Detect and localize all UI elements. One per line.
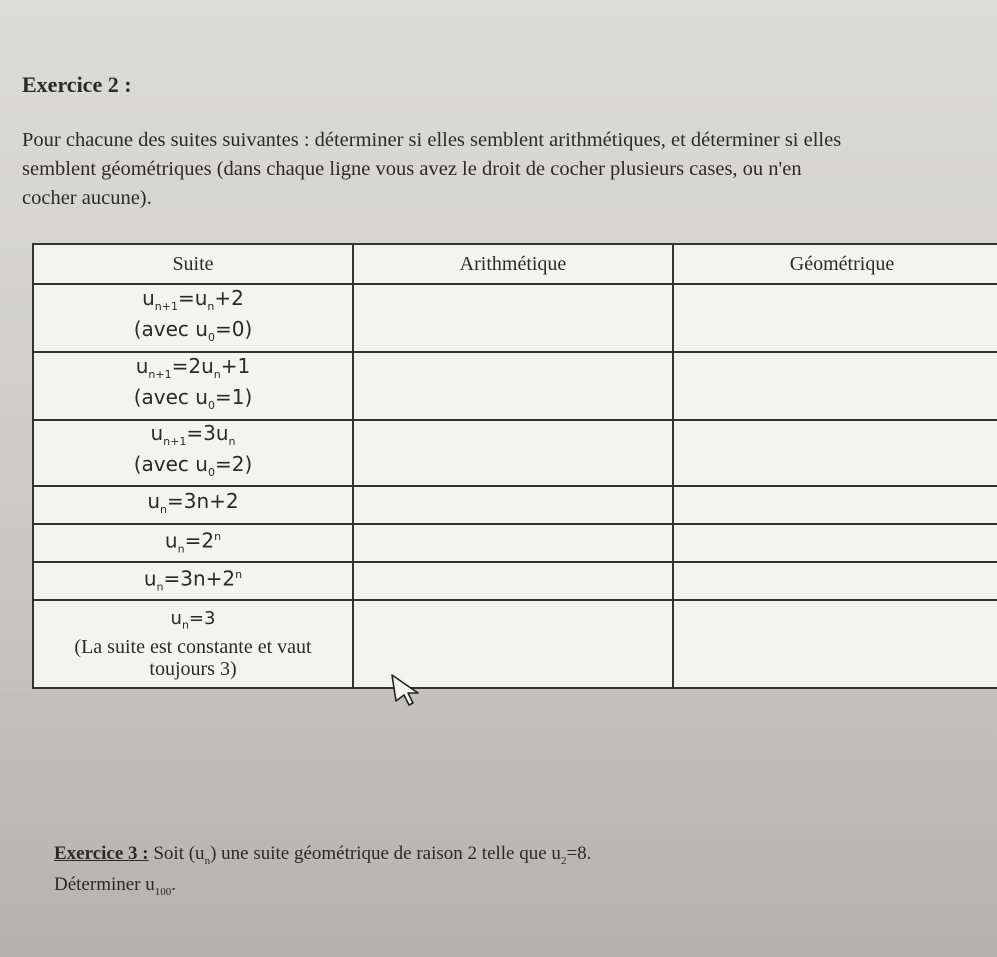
exercise-3-label: Exercice 3 :: [54, 843, 149, 864]
sequences-table: [32, 243, 997, 689]
geometrique-checkbox-cell-4[interactable]: [673, 486, 997, 524]
sequence-formula: $u_n=3$: [170, 607, 216, 632]
instruction-line-3: cocher aucune).: [22, 187, 152, 209]
sequence-cell-2: [33, 352, 353, 420]
sequence-note-line-1: (La suite est constante et vaut: [74, 636, 312, 659]
header-geometrique: Géométrique: [673, 244, 997, 284]
exercise-3: [54, 842, 591, 904]
sequence-initial: (avec $u_0=1$): [133, 385, 253, 412]
arithmetique-checkbox-cell-3[interactable]: [353, 420, 673, 486]
sequence-cell-6: $u_n=3n+2^n$: [33, 562, 353, 600]
sequence-formula: $u_{n+1}=u_n+2$: [142, 286, 244, 313]
sequence-cell-4: $u_n=3n+2$: [33, 486, 353, 524]
sequence-cell-7: [33, 600, 353, 688]
table-row: [33, 420, 997, 486]
sequence-note-line-2: toujours 3): [149, 658, 237, 681]
table-row: [33, 284, 997, 352]
table-row: [33, 600, 997, 688]
sequence-formula: $u_{n+1}=2u_n+1$: [135, 354, 251, 381]
sequence-formula: $u_{n+1}=3u_n$: [150, 421, 236, 448]
sequence-initial: (avec $u_0=0$): [133, 317, 253, 344]
geometrique-checkbox-cell-2[interactable]: [673, 352, 997, 420]
geometrique-checkbox-cell-3[interactable]: [673, 420, 997, 486]
table-header-row: [33, 244, 997, 284]
arithmetique-checkbox-cell-1[interactable]: [353, 284, 673, 352]
header-arithmetique: Arithmétique: [353, 244, 673, 284]
geometrique-checkbox-cell-6[interactable]: [673, 562, 997, 600]
exercise-3-line-2: Déterminer $u_{100}$.: [54, 873, 177, 898]
mouse-pointer-icon: [390, 673, 424, 707]
arithmetique-checkbox-cell-5[interactable]: [353, 524, 673, 562]
exercise-2-instructions: [22, 126, 997, 213]
sequence-initial: (avec $u_0=2$): [133, 452, 253, 479]
arithmetique-checkbox-cell-6[interactable]: [353, 562, 673, 600]
geometrique-checkbox-cell-5[interactable]: [673, 524, 997, 562]
instruction-line-1: Pour chacune des suites suivantes : déterminer si elles semblent arithmétiques, et déterminer si elles: [22, 129, 842, 151]
exercise-3-line-1: [54, 842, 591, 873]
table-row: [33, 562, 997, 600]
sequence-cell-3: [33, 420, 353, 486]
geometrique-checkbox-cell-7[interactable]: [673, 600, 997, 688]
header-suite: Suite: [33, 244, 353, 284]
sequence-cell-1: [33, 284, 353, 352]
geometrique-checkbox-cell-1[interactable]: [673, 284, 997, 352]
table-row: [33, 524, 997, 562]
sequence-cell-5: $u_n=2^n$: [33, 524, 353, 562]
arithmetique-checkbox-cell-4[interactable]: [353, 486, 673, 524]
exercise-3-statement: Soit $(u_n)$ une suite géométrique de raison 2 telle que $u_2=8$.: [153, 843, 592, 867]
exercise-2-title: Exercice 2 :: [22, 72, 132, 97]
instruction-line-2: semblent géométriques (dans chaque ligne vous avez le droit de cocher plusieurs cases, ou n'en: [22, 158, 802, 180]
table-row: [33, 486, 997, 524]
arithmetique-checkbox-cell-2[interactable]: [353, 352, 673, 420]
table-row: [33, 352, 997, 420]
